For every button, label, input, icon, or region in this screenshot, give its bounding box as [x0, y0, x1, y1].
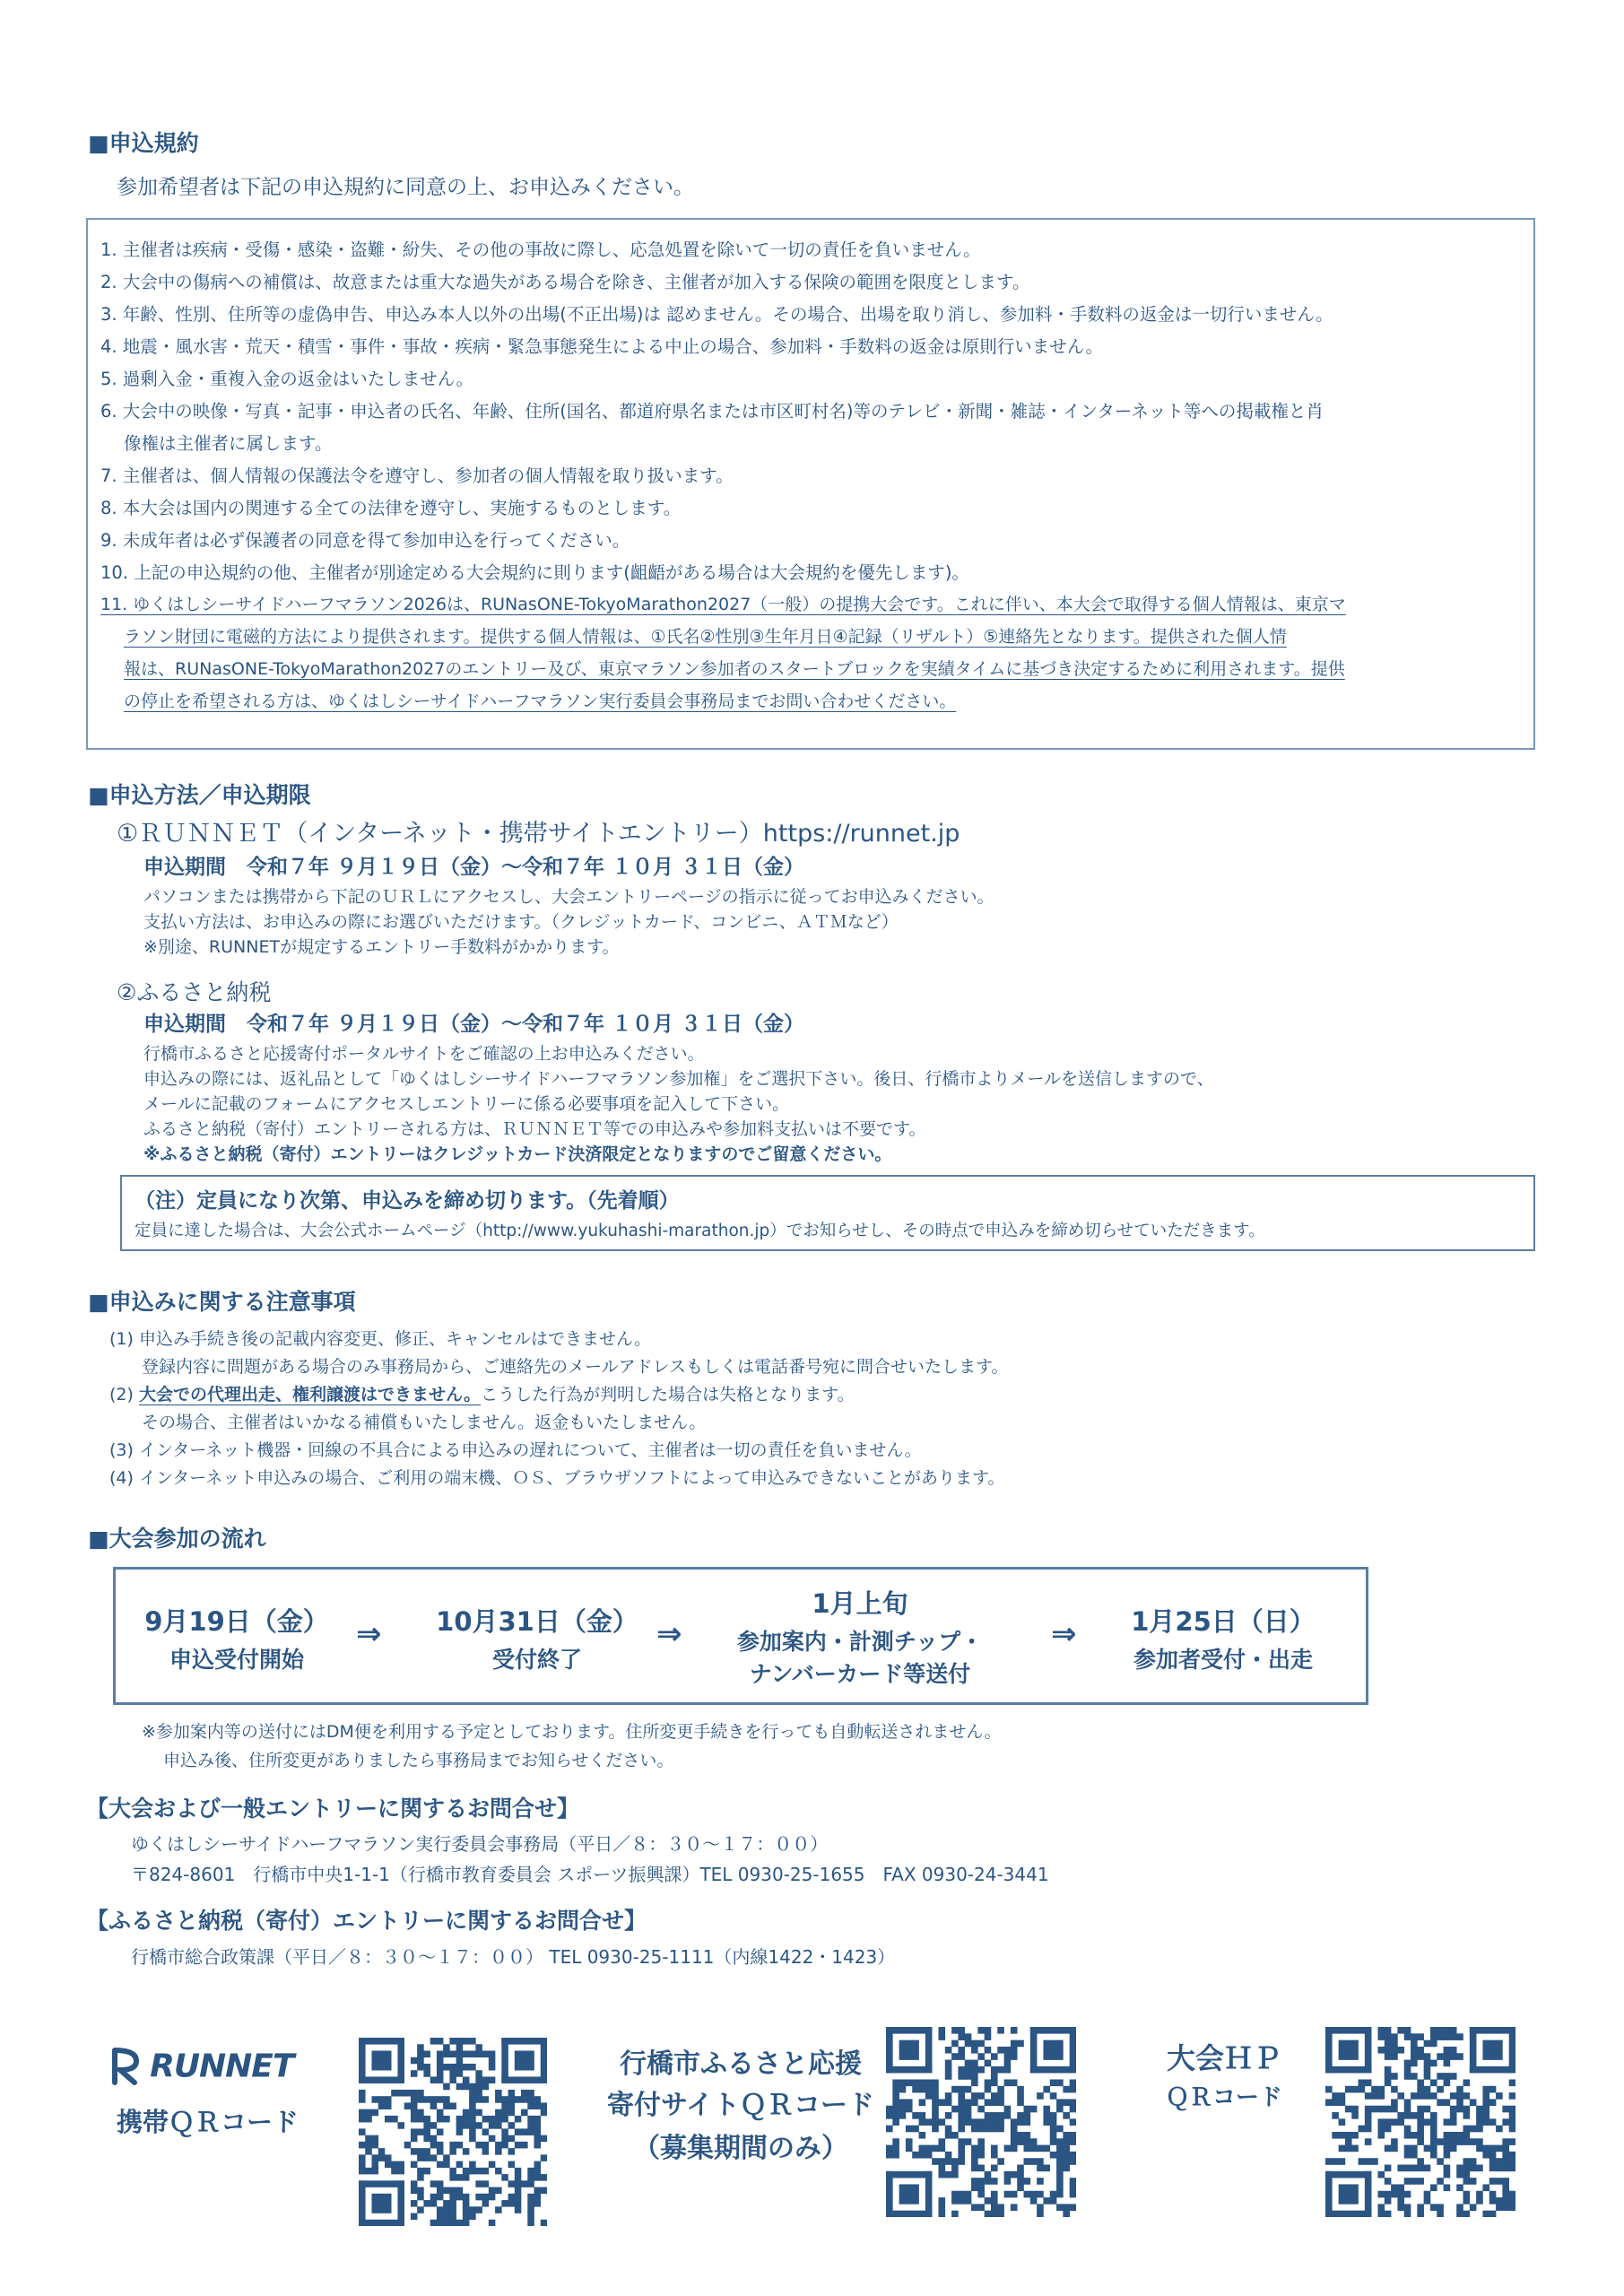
runnet-line: パソコンまたは携帯から下記のＵＲＬにアクセスし、大会エントリーページの指示に従ってお申込みください。 — [143, 887, 994, 907]
rule-item: 像権は主催者に属します。 — [124, 433, 333, 454]
rules-intro: 参加希望者は下記の申込規約に同意の上、お申込みください。 — [117, 176, 694, 199]
runnet-line: 支払い方法は、お申込みの際にお選びいただけます。（クレジットカード、コンビニ、ＡＴＭなど） — [143, 912, 899, 932]
capacity-notice-box — [120, 1175, 1535, 1251]
contact-furusato-title: 【ふるさと納税（寄付）エントリーに関するお問合せ】 — [86, 1908, 647, 1934]
flow-arrow-icon: ⇒ — [1051, 1616, 1077, 1652]
rule-item: 10. 上記の申込規約の他、主催者が別途定める大会規約に則ります(齟齬がある場合は大会規約を優先します)。 — [100, 562, 969, 583]
hp-qr-label: 大会ＨＰ — [1166, 2041, 1281, 2075]
runnet-period: 申込期間 令和７年 ９月１９日（金）～令和７年 １０月 ３１日（金） — [143, 856, 805, 879]
furusato-line: 行橋市ふるさと応援寄付ポータルサイトをご確認の上お申込みください。 — [143, 1044, 705, 1064]
contact-general-line: 〒824-8601 行橋市中央1-1-1（行橋市教育委員会 スポーツ振興課）TEL 0930-25-1655 FAX 0930-24-3441 — [131, 1864, 1049, 1885]
flow-box — [113, 1567, 1368, 1705]
caution-line — [109, 1381, 855, 1405]
caution-prefix: (2) — [109, 1385, 139, 1405]
rule-item: の停止を希望される方は、ゆくはしシーサイドハーフマラソン実行委員会事務局までお問い合わせください。 — [124, 691, 957, 711]
furusato-qr-code[interactable] — [886, 2027, 1076, 2217]
furusato-note: ※ふるさと納税（寄付）エントリーはクレジットカード決済限定となりますのでご留意ください。 — [143, 1144, 892, 1164]
rule-item: 11. ゆくはしシーサイドハーフマラソン2026は、RUNasONE-TokyoMarathon2027（一般）の提携大会です。これに伴い、本大会で取得する個人情報は、東京マ — [100, 595, 1346, 614]
caution-line: (4) インターネット申込みの場合、ご利用の端末機、ＯＳ、ブラウザソフトによって申込みできないことがあります。 — [109, 1468, 1005, 1488]
rule-item: 報は、RUNasONE-TokyoMarathon2027のエントリー及び、東京マラソン参加者のスタートブロックを実績タイムに基づき決定するために利用されます。提供 — [124, 659, 1345, 679]
caution-line: 登録内容に問題がある場合のみ事務局から、ご連絡先のメールアドレスもしくは電話番号宛に問合せいたします。 — [142, 1357, 1009, 1377]
flow-arrow-icon: ⇒ — [656, 1616, 682, 1652]
contact-general-line: ゆくはしシーサイドハーフマラソン実行委員会事務局（平日／８：３０～１７：００） — [131, 1833, 829, 1855]
cautions-title: ■申込みに関する注意事項 — [88, 1289, 356, 1315]
furusato-heading: ②ふるさと納税 — [117, 979, 272, 1005]
runnet-qr-label: 携帯ＱＲコード — [117, 2107, 300, 2137]
rules-title: ■申込規約 — [88, 130, 199, 156]
rule-item: 7. 主催者は、個人情報の保護法令を遵守し、参加者の個人情報を取り扱います。 — [100, 465, 734, 486]
flow-note: ※参加案内等の送付にはDM便を利用する予定としております。住所変更手続きを行っても自動転送されません。 — [142, 1722, 1002, 1742]
notice-title: （注）定員になり次第、申込みを締め切ります。（先着順） — [135, 1189, 680, 1213]
rules-box — [86, 218, 1535, 750]
flow-step-label: 参加者受付・出走 — [1133, 1647, 1313, 1673]
method-title: ■申込方法／申込期限 — [88, 782, 311, 808]
flow-note: 申込み後、住所変更がありましたら事務局までお知らせください。 — [163, 1751, 674, 1770]
flow-title: ■大会参加の流れ — [88, 1526, 266, 1552]
flow-step-date: 10月31日（金） — [436, 1606, 638, 1637]
caution-line: その場合、主催者はいかなる補償もいたしません。返金もいたしません。 — [142, 1413, 707, 1432]
flow-step — [116, 1602, 358, 1674]
furusato-period: 申込期間 令和７年 ９月１９日（金）～令和７年 １０月 ３１日（金） — [143, 1013, 805, 1036]
rule-item: 6. 大会中の映像・写真・記事・申込者の氏名、年齢、住所(国名、都道府県名または市区町村名)等のテレビ・新聞・雑誌・インターネット等への掲載権と肖 — [100, 401, 1324, 422]
hp-qr-code[interactable] — [1325, 2027, 1515, 2217]
flow-step-label: 参加案内・計測チップ・ — [736, 1629, 984, 1655]
rule-item: ラソン財団に電磁的方法により提供されます。提供する個人情報は、①氏名②性別③生年月日④記録（リザルト）⑤連絡先となります。提供された個人情 — [124, 627, 1287, 647]
flow-arrow-icon: ⇒ — [356, 1616, 382, 1652]
rule-item: 4. 地震・風水害・荒天・積雪・事件・事故・疾病・緊急事態発生による中止の場合、参加料・手数料の返金は原則行いません。 — [100, 336, 1103, 357]
flow-step-label: 申込受付開始 — [169, 1647, 304, 1673]
flow-step-date: 1月25日（日） — [1131, 1606, 1316, 1637]
rule-item: 9. 未成年者は必ず保護者の同意を得て参加申込を行ってください。 — [100, 530, 630, 551]
caution-bold: 大会での代理出走、権利譲渡はできません。 — [138, 1385, 482, 1405]
flow-step — [403, 1602, 672, 1674]
flow-step-date: 1月上旬 — [812, 1588, 908, 1619]
runnet-line: ※別途、RUNNETが規定するエントリー手数料がかかります。 — [143, 937, 620, 957]
contact-furusato-line: 行橋市総合政策課（平日／８：３０～１７：００） TEL 0930-25-1111（内線1422・1423） — [131, 1946, 896, 1968]
caution-line: (1) 申込み手続き後の記載内容変更、修正、キャンセルはできません。 — [109, 1329, 652, 1349]
runnet-heading: ①ＲＵＮＮＥＴ（インターネット・携帯サイトエントリー）https://runnet.jp — [117, 820, 960, 848]
furusato-qr-label: （募集期間のみ） — [633, 2133, 848, 2164]
contact-general-title: 【大会および一般エントリーに関するお問合せ】 — [86, 1796, 580, 1822]
runnet-qr-code[interactable] — [359, 2038, 547, 2226]
furusato-qr-label: 行橋市ふるさと応援 — [620, 2048, 862, 2080]
flow-step-date: 9月19日（金） — [144, 1606, 329, 1637]
rule-item: 5. 過剰入金・重複入金の返金はいたしません。 — [100, 369, 473, 389]
flow-step-label: 受付終了 — [491, 1647, 582, 1673]
rule-item: 3. 年齢、性別、住所等の虚偽申告、申込み本人以外の出場(不正出場)は 認めません。その場合、出場を取り消し、参加料・手数料の返金は一切行いません。 — [100, 304, 1333, 325]
rule-item: 2. 大会中の傷病への補償は、故意または重大な過失がある場合を除き、主催者が加入する保険の範囲を限度とします。 — [100, 272, 1030, 292]
furusato-line: メールに記載のフォームにアクセスしエントリーに係る必要事項を記入して下さい。 — [143, 1094, 790, 1114]
caution-rest: こうした行為が判明した場合は失格となります。 — [481, 1385, 855, 1405]
notice-text: 定員に達した場合は、大会公式ホームページ（http://www.yukuhashi-marathon.jp）でお知らせし、その時点で申込みを締め切らせていただきます。 — [135, 1222, 1265, 1240]
rule-item: 1. 主催者は疾病・受傷・感染・盗難・紛失、その他の事故に際し、応急処置を除いて一切の責任を負いません。 — [100, 239, 981, 260]
hp-qr-label: ＱＲコード — [1165, 2084, 1282, 2111]
runnet-logo-text: RUNNET — [150, 2048, 294, 2085]
furusato-line: ふるさと納税（寄付）エントリーされる方は、ＲＵＮＮＥＴ等での申込みや参加料支払いは不要です。 — [143, 1119, 926, 1139]
furusato-qr-label: 寄付サイトＱＲコード — [607, 2090, 874, 2121]
flow-step — [699, 1584, 1021, 1689]
caution-line: (3) インターネット機器・回線の不具合による申込みの遅れについて、主催者は一切の責任を負いません。 — [109, 1440, 922, 1460]
flow-step-label: ナンバーカード等送付 — [749, 1661, 971, 1687]
flow-step — [1102, 1602, 1344, 1674]
runnet-logo-icon — [109, 2047, 145, 2086]
runnet-logo — [109, 2047, 293, 2086]
rule-item: 8. 本大会は国内の関連する全ての法律を遵守し、実施するものとします。 — [100, 498, 682, 518]
furusato-line: 申込みの際には、返礼品として「ゆくはしシーサイドハーフマラソン参加権」をご選択下さい。後日、行橋市よりメールを送信しますので、 — [143, 1069, 1214, 1089]
